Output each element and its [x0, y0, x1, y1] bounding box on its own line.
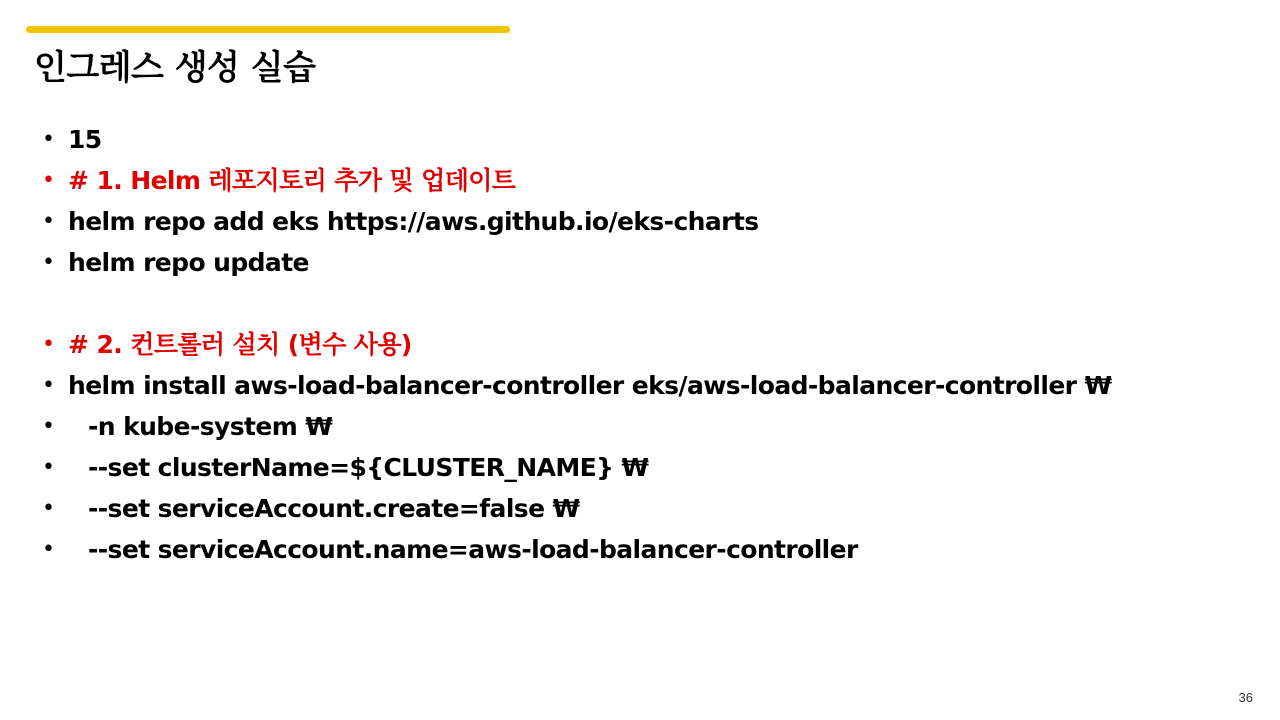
bullet-item-emphasis — [42, 160, 1242, 201]
bullet-dot: • — [42, 414, 55, 439]
title-accent-bar — [26, 26, 510, 33]
bullet-dot: • — [42, 373, 55, 398]
bullet-text: helm repo update — [68, 248, 309, 277]
bullet-list — [42, 119, 1242, 570]
bullet-item — [42, 201, 1242, 242]
bullet-dot: • — [42, 455, 55, 480]
slide-title: 인그레스 생성 실습 — [34, 48, 316, 88]
bullet-dot: • — [42, 332, 55, 357]
bullet-text: -n kube-system ₩ — [88, 412, 333, 441]
bullet-text: helm repo add eks https://aws.github.io/eks-charts — [68, 207, 759, 236]
bullet-dot: • — [42, 168, 55, 193]
bullet-item — [42, 242, 1242, 283]
bullet-item-indented — [42, 447, 1242, 488]
blank-line — [42, 283, 1242, 324]
bullet-dot: • — [42, 250, 55, 275]
bullet-item-indented — [42, 406, 1242, 447]
bullet-text: --set serviceAccount.name=aws-load-balancer-controller — [88, 535, 858, 564]
bullet-text: helm install aws-load-balancer-controller eks/aws-load-balancer-controller ₩ — [68, 371, 1112, 400]
bullet-item-emphasis — [42, 324, 1242, 365]
bullet-dot: • — [42, 127, 55, 152]
bullet-text: --set serviceAccount.create=false ₩ — [88, 494, 580, 523]
bullet-item-indented — [42, 488, 1242, 529]
bullet-text: # 2. 컨트롤러 설치 (변수 사용) — [68, 330, 412, 359]
page-number: 36 — [1238, 690, 1253, 705]
bullet-item — [42, 119, 1242, 160]
bullet-text: 15 — [68, 125, 102, 154]
bullet-dot: • — [42, 537, 55, 562]
bullet-item-indented — [42, 529, 1242, 570]
bullet-text: --set clusterName=${CLUSTER_NAME} ₩ — [88, 453, 649, 482]
bullet-item — [42, 365, 1242, 406]
bullet-text: # 1. Helm 레포지토리 추가 및 업데이트 — [68, 166, 516, 195]
bullet-dot: • — [42, 496, 55, 521]
bullet-dot: • — [42, 209, 55, 234]
